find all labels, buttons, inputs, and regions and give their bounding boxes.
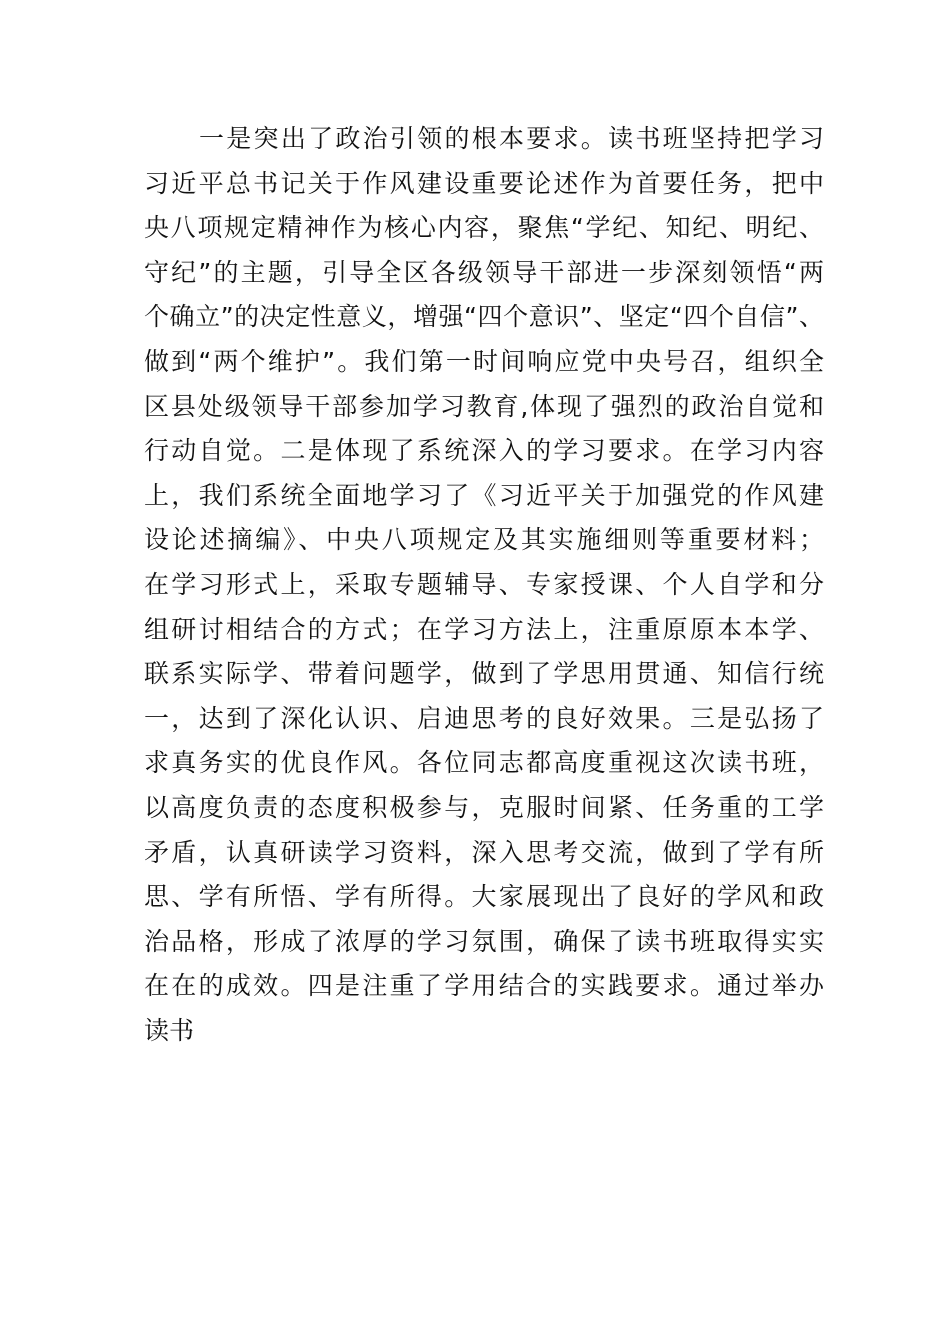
paragraph-line: 做到“两个维护”。我们第一时间响应党中央号召，组织全 xyxy=(144,346,824,376)
paragraph-line: 矛盾，认真研读学习资料，深入思考交流，做到了学有所 xyxy=(144,837,824,867)
paragraph-line: 联系实际学、带着问题学，做到了学思用贯通、知信行统 xyxy=(144,659,824,689)
paragraph-line: 央八项规定精神作为核心内容，聚焦“学纪、知纪、明纪、 xyxy=(144,213,824,243)
paragraph-line: 一，达到了深化认识、启迪思考的良好效果。三是弘扬了 xyxy=(144,703,824,733)
paragraph-line: 守纪”的主题，引导全区各级领导干部进一步深刻领悟“两 xyxy=(144,257,824,287)
body-paragraph xyxy=(144,117,824,1053)
paragraph-line: 在学习形式上，采取专题辅导、专家授课、个人自学和分 xyxy=(144,569,824,599)
paragraph-line: 以高度负责的态度积极参与，克服时间紧、任务重的工学 xyxy=(144,792,824,822)
paragraph-line: 区县处级领导干部参加学习教育,体现了强烈的政治自觉和 xyxy=(144,391,824,421)
paragraph-line: 治品格，形成了浓厚的学习氛围，确保了读书班取得实实 xyxy=(144,926,824,956)
paragraph-line: 思、学有所悟、学有所得。大家展现出了良好的学风和政 xyxy=(144,882,824,912)
paragraph-line: 求真务实的优良作风。各位同志都高度重视这次读书班， xyxy=(144,748,824,778)
paragraph-line: 个确立”的决定性意义，增强“四个意识”、坚定“四个自信”、 xyxy=(144,302,824,332)
paragraph-line: 组研讨相结合的方式；在学习方法上，注重原原本本学、 xyxy=(144,614,824,644)
paragraph-line: 一是突出了政治引领的根本要求。读书班坚持把学习 xyxy=(199,124,824,153)
paragraph-line: 设论述摘编》、中央八项规定及其实施细则等重要材料； xyxy=(144,525,824,555)
paragraph-line: 在在的成效。四是注重了学用结合的实践要求。通过举办 xyxy=(144,971,824,1001)
paragraph-line: 行动自觉。二是体现了系统深入的学习要求。在学习内容 xyxy=(144,436,824,466)
paragraph-line: 习近平总书记关于作风建设重要论述作为首要任务，把中 xyxy=(144,168,824,198)
paragraph-line: 上，我们系统全面地学习了《习近平关于加强党的作风建 xyxy=(144,480,824,510)
paragraph-line: 读书 xyxy=(144,1015,195,1045)
